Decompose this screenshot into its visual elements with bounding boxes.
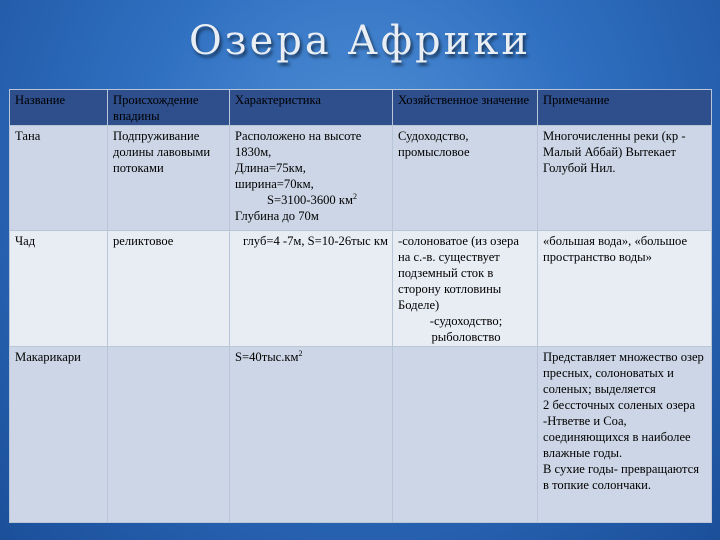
- cell-note: [538, 347, 712, 523]
- note-line: В сухие годы- превращаются в топкие солончаки.: [543, 462, 700, 492]
- cell-origin: реликтовое: [108, 231, 230, 347]
- header-characteristic: Характеристика: [230, 90, 393, 126]
- cell-origin: [108, 347, 230, 523]
- table-header-row: [10, 90, 712, 126]
- economy-line: -солоноватое (из озера на с.-в. существует подземный сток в сторону котловины Боделе): [398, 234, 519, 312]
- cell-economy: [393, 347, 538, 523]
- economy-line: рыболовство: [431, 330, 501, 344]
- slide-title: Озера Африки: [189, 18, 531, 64]
- cell-name: Чад: [10, 231, 108, 347]
- cell-name: Тана: [10, 126, 108, 231]
- characteristic-line: Расположено на высоте: [235, 129, 362, 143]
- characteristic-line: 1830м,: [235, 145, 272, 159]
- cell-note: «большая вода», «большое пространство воды»: [538, 231, 712, 347]
- area-value: S=3100-3600 км: [267, 193, 353, 207]
- table-row-tana: [10, 126, 712, 231]
- cell-characteristic: [230, 231, 393, 347]
- note-line: 2 бессточных соленых озера -Нтветве и Соа, соединяющихся в наиболее влажные годы.: [543, 398, 696, 460]
- cell-name: Макарикари: [10, 347, 108, 523]
- table-row-chad: [10, 231, 712, 347]
- cell-note: Многочисленны реки (кр - Малый Аббай) Вытекает Голубой Нил.: [538, 126, 712, 231]
- header-note: Примечание: [538, 90, 712, 126]
- area-unit-sup: 2: [298, 348, 303, 358]
- characteristic-line: Глубина до 70м: [235, 209, 319, 223]
- header-economy: Хозяйственное значение: [393, 90, 538, 126]
- characteristic-line: Длина=75км,: [235, 161, 306, 175]
- area-unit-sup: 2: [352, 191, 357, 201]
- note-line: Представляет множество озер пресных, солоноватых и соленых; выделяется: [543, 350, 704, 396]
- table-row-makarikari: [10, 347, 712, 523]
- characteristic-area-line: [235, 192, 389, 208]
- area-value: S=40тыс.км: [235, 350, 299, 364]
- characteristic-line: глуб=4 -7м, S=10-26тыс км: [243, 234, 388, 248]
- lakes-table: [9, 89, 712, 523]
- header-origin: Происхождение впадины: [108, 90, 230, 126]
- cell-characteristic: [230, 126, 393, 231]
- cell-economy: [393, 231, 538, 347]
- cell-economy: Судоходство, промысловое: [393, 126, 538, 231]
- cell-origin: Подпруживание долины лавовыми потоками: [108, 126, 230, 231]
- header-name: Название: [10, 90, 108, 126]
- cell-characteristic: [230, 347, 393, 523]
- economy-line: -судоходство;: [429, 314, 503, 328]
- characteristic-line: ширина=70км,: [235, 177, 314, 191]
